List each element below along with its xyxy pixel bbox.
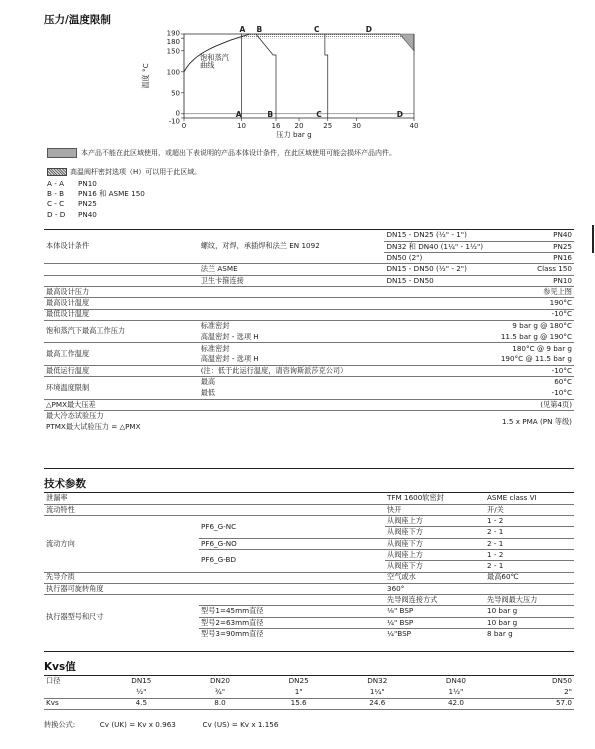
no-use-zone-swatch xyxy=(47,148,77,158)
bottom-label-a: A xyxy=(235,110,242,119)
conversion-uk: Cv (UK) = Kv x 0.963 xyxy=(99,720,176,729)
pn-legend-item: B - B PN16 和 ASME 150 xyxy=(47,189,145,199)
no-use-zone-text: 本产品不能在此区域使用，或超出下表说明的产品本体设计条件，在此区域使用可能会损坏产品内件。 xyxy=(81,149,396,157)
y-tick-label: 180 xyxy=(166,38,180,47)
x-tick-label: 20 xyxy=(294,122,304,130)
table-row: 本体设计条件 螺纹，对焊，承插焊和法兰 EN 1092 DN15 - DN25 (½" - 1") PN40 xyxy=(44,230,574,241)
table-row: PF6_G-BD 从阀座上方 1 - 2 xyxy=(44,549,574,560)
table-row: 最高工作温度 标准密封 180°C @ 9 bar g xyxy=(44,343,574,354)
x-axis-label: 压力 bar g xyxy=(276,130,312,139)
table-row: 卫生卡箍连接 DN15 - DN50 PN10 xyxy=(44,275,574,286)
x-tick-label: 25 xyxy=(323,122,333,130)
table-row: 高温密封 - 选项 H 190°C @ 11.5 bar g xyxy=(200,354,572,364)
limit-line-b xyxy=(256,34,276,118)
table-row: 高温密封 - 选项 H 11.5 bar g @ 190°C xyxy=(200,331,572,341)
y-axis-label: 温度 °C xyxy=(141,63,150,89)
steam-curve-annotation: 饱和蒸汽 xyxy=(200,53,229,63)
table-row: 从阀座下方 2 - 1 xyxy=(44,561,574,572)
table-row: 型号3=90mm直径 ¼"BSP 8 bar g xyxy=(44,629,574,640)
top-label-a: A xyxy=(239,26,246,34)
table-row: 型号2=63mm直径 ¼" BSP 10 bar g xyxy=(44,617,574,628)
page-edge-marker xyxy=(592,225,594,253)
section-title-kvs: Kvs值 xyxy=(44,661,76,673)
table-row: 环境温度限制 最高 60°C xyxy=(44,377,574,388)
table-row: DN50 (2") PN16 xyxy=(386,252,572,262)
pn-legend-item: D - D PN40 xyxy=(47,209,97,219)
table-row: 最低运行温度 (注：低于此运行温度，请咨询斯派莎克公司） -10°C xyxy=(46,365,572,375)
high-temp-seal-zone xyxy=(236,34,406,38)
table-row: PF6_G-NO 从阀座下方 2 - 1 xyxy=(44,538,574,549)
high-temp-seal-swatch xyxy=(47,168,67,176)
x-tick-label: 0 xyxy=(181,122,187,130)
table-row: 先导介质 空气或水 最高60℃ xyxy=(44,572,574,583)
high-temp-seal-text: 高温阀杆密封选项（H）可以用于此区域。 xyxy=(70,168,202,176)
table-row: 法兰 ASME DN15 - DN50 (½" - 2") Class 150 xyxy=(44,264,574,275)
top-label-b: B xyxy=(256,26,263,34)
table-row: 流动方向 PF6_G-NC 从阀座上方 1 - 2 xyxy=(44,516,574,527)
x-tick-label: 40 xyxy=(409,122,419,130)
rule xyxy=(44,651,574,652)
table-row: PTMX最大试验压力 = △PMX xyxy=(46,422,141,432)
section-title-tech: 技术参数 xyxy=(44,478,86,490)
table-row: 执行器可旋转角度 360° xyxy=(44,583,574,594)
x-tick-label: 10 xyxy=(237,122,246,130)
pn-legend-item: C - C PN25 xyxy=(47,199,97,209)
pt-chart xyxy=(140,26,440,144)
x-tick-label: 30 xyxy=(352,122,361,130)
body-conn-label: 螺纹，对焊，承插焊和法兰 EN 1092 xyxy=(200,241,320,251)
table-row: 最高设计温度 190°C xyxy=(46,298,572,308)
table-row: 流动特性 快开 开/关 xyxy=(44,504,574,515)
pn-legend-item: A - A PN10 xyxy=(47,179,97,188)
table-row: 口径 DN15 DN20 DN25 DN32 DN40 DN50 xyxy=(46,676,572,686)
table-row: 型号1=45mm直径 ⅛" BSP 10 bar g xyxy=(44,606,574,617)
y-tick-label: 100 xyxy=(166,68,180,77)
table-row: DN32 和 DN40 (1¼" - 1½") PN25 xyxy=(386,241,572,251)
conversion-label: 转换公式: xyxy=(44,720,76,729)
table-row: 最大冷态试验压力 1.5 x PMA (PN 等级) xyxy=(44,411,574,422)
section-title-limits: 压力/温度限制 xyxy=(44,14,111,26)
kvs-table xyxy=(44,676,574,710)
table-row: △PMX最大压差 (见第4页) xyxy=(46,399,572,409)
design-table xyxy=(44,230,574,433)
y-tick-label: 50 xyxy=(171,89,180,98)
table-row: 泄漏率 TFM 1600软密封 ASME class VI xyxy=(46,493,537,503)
table-row: Kvs 4.5 8.0 15.6 24.6 42.0 57.0 xyxy=(46,698,572,708)
table-row: 最低设计温度 -10°C xyxy=(46,309,572,319)
y-tick-label: 0 xyxy=(175,109,180,118)
table-row: 最高设计压力 参见上图 xyxy=(46,286,572,296)
pn-legend xyxy=(47,179,145,220)
table-row: 饱和蒸汽下最高工作压力 标准密封 9 bar g @ 180°C xyxy=(44,320,574,331)
y-tick-label: 190 xyxy=(166,29,180,38)
table-row: 最低 -10°C xyxy=(200,388,572,398)
table-row: 从阀座下方 2 - 1 xyxy=(44,527,574,538)
x-tick-label: 16 xyxy=(271,122,281,130)
table-row: 执行器型号和尺寸 先导阀连接方式 先导阀最大压力 xyxy=(44,595,574,606)
conversion-us: Cv (US) = Kv x 1.156 xyxy=(202,720,279,729)
table-row: ½" ¾" 1" 1¼" 1½" 2" xyxy=(136,686,572,696)
y-tick-label: -10 xyxy=(168,117,180,126)
bottom-label-c: C xyxy=(316,110,322,119)
tech-table xyxy=(44,493,574,640)
top-label-c: C xyxy=(314,26,320,34)
body-design-label: 本体设计条件 xyxy=(46,241,90,251)
conversion-formula xyxy=(44,721,278,730)
y-tick-label: 150 xyxy=(166,47,180,56)
rule xyxy=(44,468,574,469)
top-label-d: D xyxy=(365,26,372,34)
bottom-label-d: D xyxy=(396,110,403,119)
steam-curve-annotation: 曲线 xyxy=(200,60,215,70)
limit-line-c xyxy=(325,34,328,118)
bottom-label-b: B xyxy=(267,110,274,119)
